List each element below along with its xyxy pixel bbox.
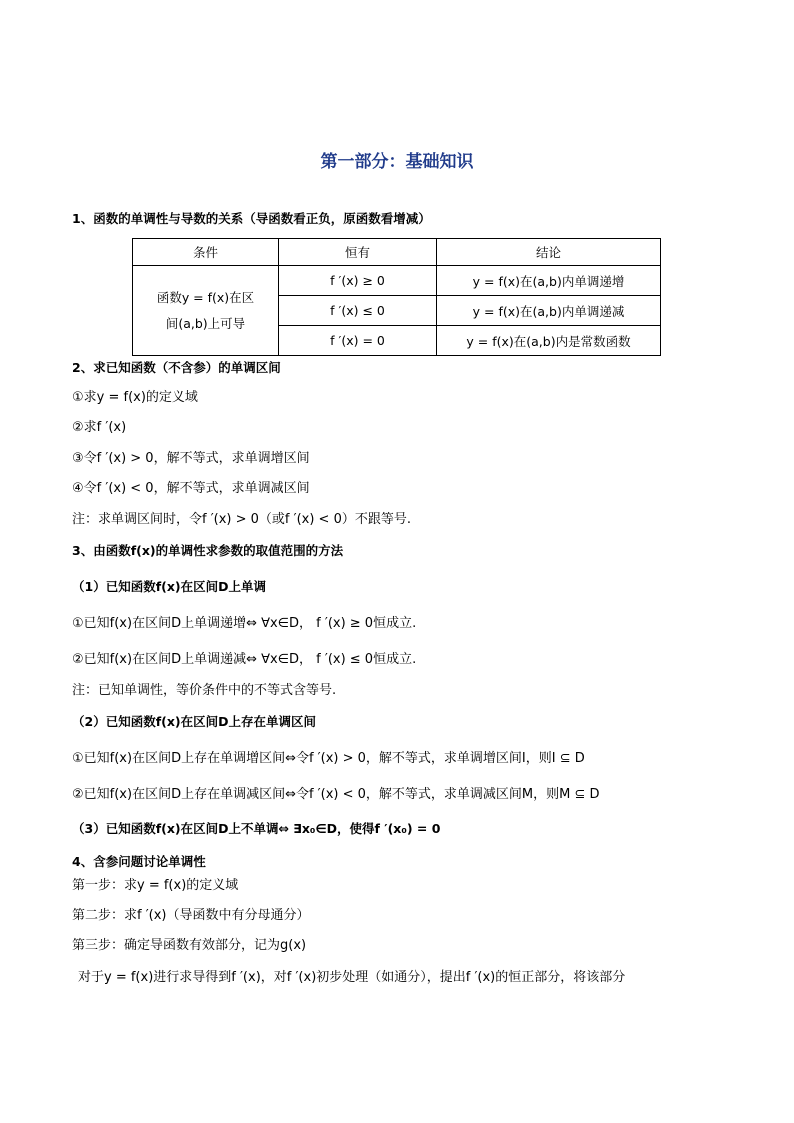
list-item: ①已知f(x)在区间D上存在单调增区间⇔令f ′(x) > 0，解不等式，求单调增区间I，则I ⊆ D: [72, 751, 585, 766]
conclusion-cell: y = f(x)在(a,b)内单调递增: [437, 266, 661, 296]
list-item: ①求y = f(x)的定义域: [72, 390, 198, 405]
has-cell: f ′(x) = 0: [279, 326, 437, 356]
list-item: ①已知f(x)在区间D上单调递增⇔ ∀x∈D， f ′(x) ≥ 0恒成立.: [72, 616, 417, 631]
list-item: 第二步：求f ′(x)（导函数中有分母通分）: [72, 908, 310, 923]
condition-cell: [133, 266, 279, 356]
note-text: 注：已知单调性，等价条件中的不等式含等号.: [72, 683, 337, 698]
conclusion-cell: y = f(x)在(a,b)内单调递减: [437, 296, 661, 326]
list-item: ②已知f(x)在区间D上单调递减⇔ ∀x∈D， f ′(x) ≤ 0恒成立.: [72, 652, 417, 667]
list-item: 第一步：求y = f(x)的定义域: [72, 878, 239, 893]
section-4-heading: 4、含参问题讨论单调性: [72, 854, 206, 869]
has-cell: f ′(x) ≥ 0: [279, 266, 437, 296]
paragraph-text: 对于y = f(x)进行求导得到f ′(x)，对f ′(x)初步处理（如通分），提出f ′(x)的恒正部分，将该部分: [78, 970, 626, 985]
header-conclusion: 结论: [437, 239, 661, 266]
list-item: ②求f ′(x): [72, 420, 127, 435]
monotonicity-table: [132, 238, 661, 356]
header-condition: 条件: [133, 239, 279, 266]
subsection-heading: （2）已知函数f(x)在区间D上存在单调区间: [72, 714, 317, 729]
section-3-heading: 3、由函数f(x)的单调性求参数的取值范围的方法: [72, 543, 344, 558]
has-cell: f ′(x) ≤ 0: [279, 296, 437, 326]
conclusion-cell: y = f(x)在(a,b)内是常数函数: [437, 326, 661, 356]
subsection-heading: （1）已知函数f(x)在区间D上单调: [72, 579, 267, 594]
list-item: ③令f ′(x) > 0，解不等式，求单调增区间: [72, 451, 310, 466]
list-item: ④令f ′(x) < 0，解不等式，求单调减区间: [72, 481, 310, 496]
condition-line-1: 函数y = f(x)在区: [156, 289, 255, 305]
condition-line-2: 间(a,b)上可导: [165, 315, 246, 331]
list-item: ②已知f(x)在区间D上存在单调减区间⇔令f ′(x) < 0，解不等式，求单调减区间M，则M ⊆ D: [72, 787, 600, 802]
page-title: 第一部分：基础知识: [320, 152, 474, 172]
table-header-row: [133, 239, 661, 266]
subsection-heading: （3）已知函数f(x)在区间D上不单调⇔ ∃x₀∈D，使得f ′(x₀) = 0: [72, 821, 441, 836]
section-1-heading: 1、函数的单调性与导数的关系（导函数看正负，原函数看增减）: [72, 211, 431, 226]
section-2-heading: 2、求已知函数（不含参）的单调区间: [72, 360, 281, 375]
note-text: 注：求单调区间时，令f ′(x) > 0（或f ′(x) < 0）不跟等号.: [72, 512, 411, 527]
table-row: [133, 266, 661, 296]
header-has: 恒有: [279, 239, 437, 266]
list-item: 第三步：确定导函数有效部分，记为g(x): [72, 938, 307, 953]
